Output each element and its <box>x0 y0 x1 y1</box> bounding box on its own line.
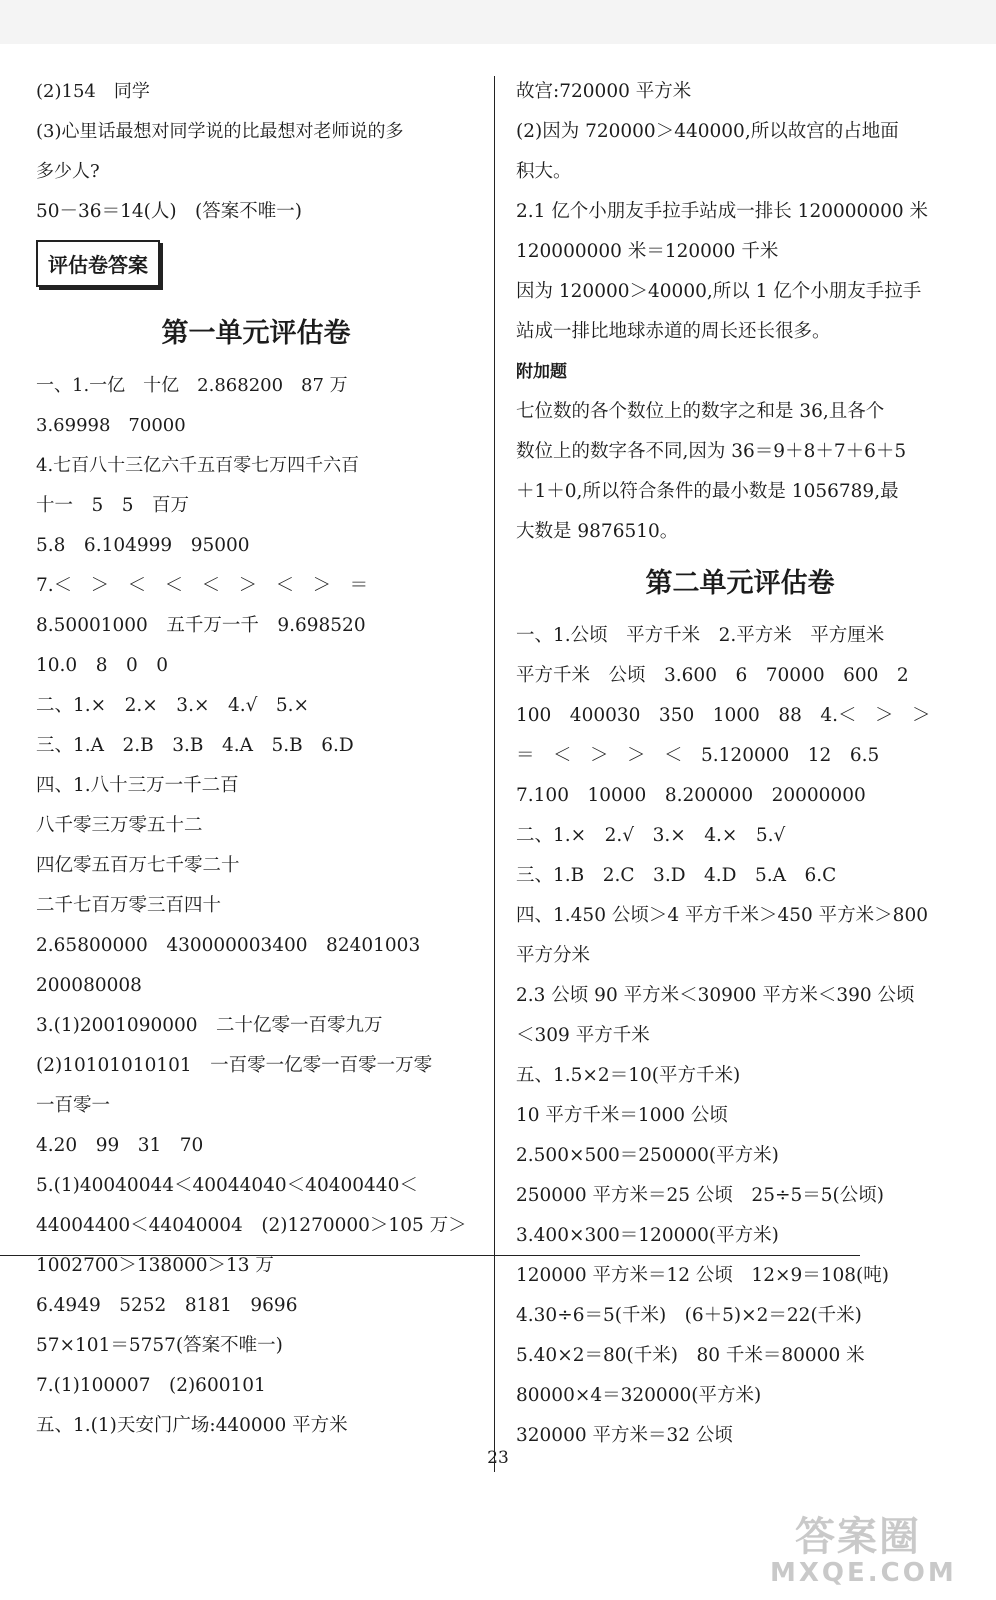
unit2-title: 第二单元评估卷 <box>645 568 835 599</box>
answer-line: 4.七百八十三亿六千五百零七万四千六百 <box>36 455 360 476</box>
answer-line: 1002700＞138000＞13 万 <box>36 1255 274 1276</box>
answer-line: 3.(1)2001090000 二十亿零一百零九万 <box>36 1015 383 1036</box>
column-divider <box>494 76 495 1472</box>
answer-line: 平方分米 <box>516 945 591 966</box>
answer-line: 四、1.450 公顷＞4 平方千米＞450 平方米＞800 <box>516 905 928 926</box>
answer-line: 2.65800000 430000003400 82401003 <box>36 935 421 956</box>
answer-line: 十一 5 5 百万 <box>36 495 190 516</box>
answer-line: 10.0 8 0 0 <box>36 655 169 676</box>
answer-line: 80000×4＝320000(平方米) <box>516 1385 762 1406</box>
answer-line: ＋1＋0,所以符合条件的最小数是 1056789,最 <box>516 481 899 502</box>
answer-line: 数位上的数字各不同,因为 36＝9＋8＋7＋6＋5 <box>516 441 907 462</box>
answer-line: 4.30÷6＝5(千米) (6＋5)×2＝22(千米) <box>516 1305 862 1326</box>
unit1-continued <box>516 72 964 352</box>
top-margin-strip <box>0 0 996 44</box>
answer-line: 四亿零五百万七千零二十 <box>36 855 240 876</box>
answer-line: ＜309 平方千米 <box>516 1025 650 1046</box>
left-column <box>36 72 476 1446</box>
answer-line: 因为 120000＞40000,所以 1 亿个小朋友手拉手 <box>516 281 922 302</box>
answer-line: 8.50001000 五千万一千 9.698520 <box>36 615 366 636</box>
answer-line: (2)10101010101 一百零一亿零一百零一万零 <box>36 1055 433 1076</box>
answer-line: 5.40×2＝80(千米) 80 千米＝80000 米 <box>516 1345 865 1366</box>
answer-line: 四、1.八十三万一千二百 <box>36 775 239 796</box>
answer-line: 3.400×300＝120000(平方米) <box>516 1225 779 1246</box>
answer-line: 一、1.一亿 十亿 2.868200 87 万 <box>36 375 348 396</box>
answer-line: 57×101＝5757(答案不唯一) <box>36 1335 283 1356</box>
answer-line: 250000 平方米＝25 公顷 25÷5＝5(公顷) <box>516 1185 884 1206</box>
answer-line: 二、1.× 2.√ 3.× 4.× 5.√ <box>516 825 786 846</box>
answer-line: 6.4949 5252 8181 9696 <box>36 1295 298 1316</box>
answer-line: 大数是 9876510。 <box>516 521 679 542</box>
answer-line: 平方千米 公顷 3.600 6 70000 600 2 <box>516 665 909 686</box>
answer-line: 320000 平方米＝32 公顷 <box>516 1425 733 1446</box>
answer-line: 2.3 公顷 90 平方米＜30900 平方米＜390 公顷 <box>516 985 915 1006</box>
unit1-title: 第一单元评估卷 <box>161 318 351 349</box>
answer-line: 120000 平方米＝12 公顷 12×9＝108(吨) <box>516 1265 889 1286</box>
answer-line: 2.500×500＝250000(平方米) <box>516 1145 779 1166</box>
answer-line: 7.100 10000 8.200000 20000000 <box>516 785 866 806</box>
answer-line: 120000000 米＝120000 千米 <box>516 241 779 262</box>
answer-line: 一、1.公顷 平方千米 2.平方米 平方厘米 <box>516 625 885 646</box>
answer-line: 44004400＜44040004 (2)1270000＞105 万＞ <box>36 1215 467 1236</box>
answer-line: 2.1 亿个小朋友手拉手站成一排长 120000000 米 <box>516 201 928 222</box>
unit2-answers <box>516 616 964 1456</box>
answer-line: 5.(1)40040044＜40044040＜40400440＜ <box>36 1175 418 1196</box>
answer-line: 积大。 <box>516 161 572 182</box>
answer-line: 五、1.(1)天安门广场:440000 平方米 <box>36 1415 348 1436</box>
page-number: 23 <box>487 1448 509 1468</box>
answer-line: 五、1.5×2＝10(平方千米) <box>516 1065 741 1086</box>
answer-line: 二、1.× 2.× 3.× 4.√ 5.× <box>36 695 310 716</box>
answer-line: 3.69998 70000 <box>36 415 186 436</box>
right-column <box>516 72 964 1456</box>
answer-line: 7.＜ ＞ ＜ ＜ ＜ ＞ ＜ ＞ ＝ <box>36 575 369 596</box>
extra-question-title: 附加题 <box>516 362 567 382</box>
answer-line: (2)因为 720000＞440000,所以故宫的占地面 <box>516 121 899 142</box>
answer-line: 200080008 <box>36 975 142 996</box>
answer-line: (2)154 同学 <box>36 81 150 102</box>
answer-line: 多少人? <box>36 161 100 182</box>
answer-line: 5.8 6.104999 95000 <box>36 535 250 556</box>
watermark-url: MXQE.COM <box>770 1558 957 1588</box>
answer-line: 八千零三万零五十二 <box>36 815 203 836</box>
answer-line: ＝ ＜ ＞ ＞ ＜ 5.120000 12 6.5 <box>516 745 880 766</box>
answer-line: 三、1.A 2.B 3.B 4.A 5.B 6.D <box>36 735 354 756</box>
answer-line: 二千七百万零三百四十 <box>36 895 222 916</box>
answer-line: 故宫:720000 平方米 <box>516 81 692 102</box>
answer-line: 100 400030 350 1000 88 4.＜ ＞ ＞ <box>516 705 931 726</box>
watermark-logo: 答案圈 <box>795 1514 921 1560</box>
answer-line: 七位数的各个数位上的数字之和是 36,且各个 <box>516 401 885 422</box>
answer-line: 4.20 99 31 70 <box>36 1135 204 1156</box>
extra-question-answer <box>516 392 964 552</box>
answer-line: 7.(1)100007 (2)600101 <box>36 1375 266 1396</box>
section-box-label: 评估卷答案 <box>36 240 160 287</box>
answer-line: 三、1.B 2.C 3.D 4.D 5.A 6.C <box>516 865 837 886</box>
answer-line: 一百零一 <box>36 1095 111 1116</box>
answer-line: 50－36＝14(人) (答案不唯一) <box>36 201 302 222</box>
unit1-answers <box>36 366 476 1446</box>
answer-line: 10 平方千米＝1000 公顷 <box>516 1105 728 1126</box>
answer-line: 站成一排比地球赤道的周长还长很多。 <box>516 321 831 342</box>
answer-line: (3)心里话最想对同学说的比最想对老师说的多 <box>36 121 404 142</box>
